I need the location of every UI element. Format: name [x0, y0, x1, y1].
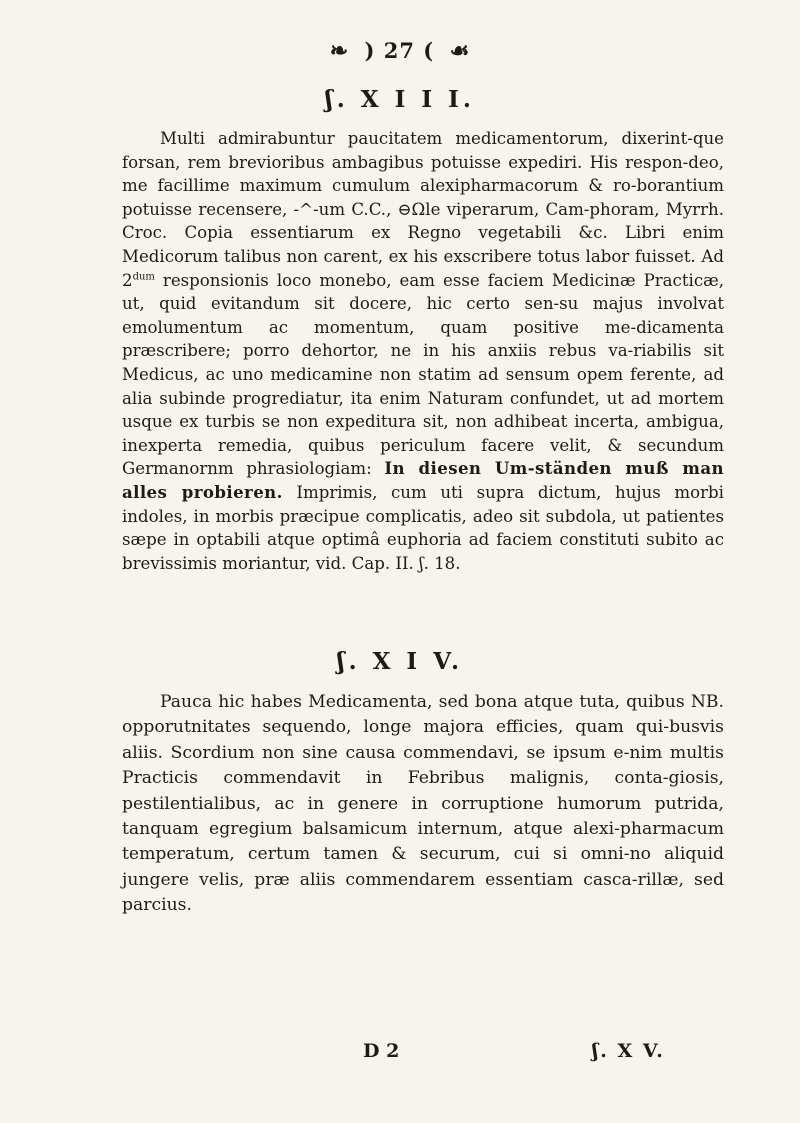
- superscript: dum: [132, 271, 155, 283]
- ornament-right-icon: ☙: [449, 37, 471, 64]
- section-heading-xiv: ʃ. X I V.: [336, 648, 464, 675]
- running-head: [0, 34, 800, 64]
- section-xiv-body: [122, 690, 724, 919]
- text-run: Imprimis, cum uti supra dictum, hujus morbi indoles, in morbis præcipue complicatis, adeo sit subdola, ut patientes sæpe in optabili atque optimâ euphoria ad faciem constituti subito ac brevissimis moriantur, vid. Cap. II. ʃ. 18.: [122, 482, 724, 573]
- text-run: responsionis loco monebo, eam esse faciem Medicinæ Practicæ, ut, quid evitandum sit docere, hic certo sen-su majus involvat emolumentum ac momentum, quam positive me-dicamenta præscribere; porro dehortor, ne in his anxiis rebus va-riabilis sit Medicus, ac uno medicamine non statim ad sensum opem ferente, ad alia subinde progrediatur, ita enim Naturam confundet, ut ad mortem usque ex turbis se non expeditura sit, non adhibeat incerta, ambigua, inexperta remedia, quibus periculum facere velit, & secundum Germanornm phrasiologiam:: [122, 270, 724, 479]
- section-heading-xiii: ʃ. X I I I.: [325, 86, 475, 113]
- german-quotation: In diesen Um-ständen muß man alles probieren.: [122, 458, 724, 502]
- section-xiii-body: [122, 127, 724, 575]
- paragraph: [122, 127, 724, 575]
- ornament-left-icon: ❧: [329, 37, 350, 64]
- text-run: le viperarum, Cam-phoram, Myrrh. Croc. Copia essentiarum ex Regno vegetabili &c. Libri enim Medicorum talibus non carent, ex his exscribere totus labor fuisset. Ad 2: [122, 199, 724, 290]
- alchemical-symbol: ⊖Ω: [397, 199, 426, 219]
- paragraph: Pauca hic habes Medicamenta, sed bona atque tuta, quibus NB. opporutnitates sequendo, longe majora efficies, quam qui-busvis aliis. Scordium non sine causa commendavi, se ipsum e-nim multis Practicis commendavit in Febribus malignis, conta-giosis, pestilentialibus, ac in genere in corruptione humorum putrida, tanquam egregium balsamicum internum, atque alexi-pharmacum temperatum, certum tamen & securum, cui si omni-no aliquid jungere velis, præ aliis commendarem essentiam casca-rillæ, sed parcius.: [122, 692, 724, 916]
- text-run: Multi admirabuntur paucitatem medicamentorum, dixerint-que forsan, rem brevioribus ambagibus potuisse expediri. His respon-deo, me facillime maximum cumulum alexipharmacorum & ro-borantium potuisse recensere, -^-um C.C.,: [122, 129, 724, 219]
- signature-mark: D 2: [363, 1040, 400, 1062]
- page-number: ) 27 (: [364, 38, 435, 63]
- catchword: ʃ. X V.: [592, 1040, 665, 1062]
